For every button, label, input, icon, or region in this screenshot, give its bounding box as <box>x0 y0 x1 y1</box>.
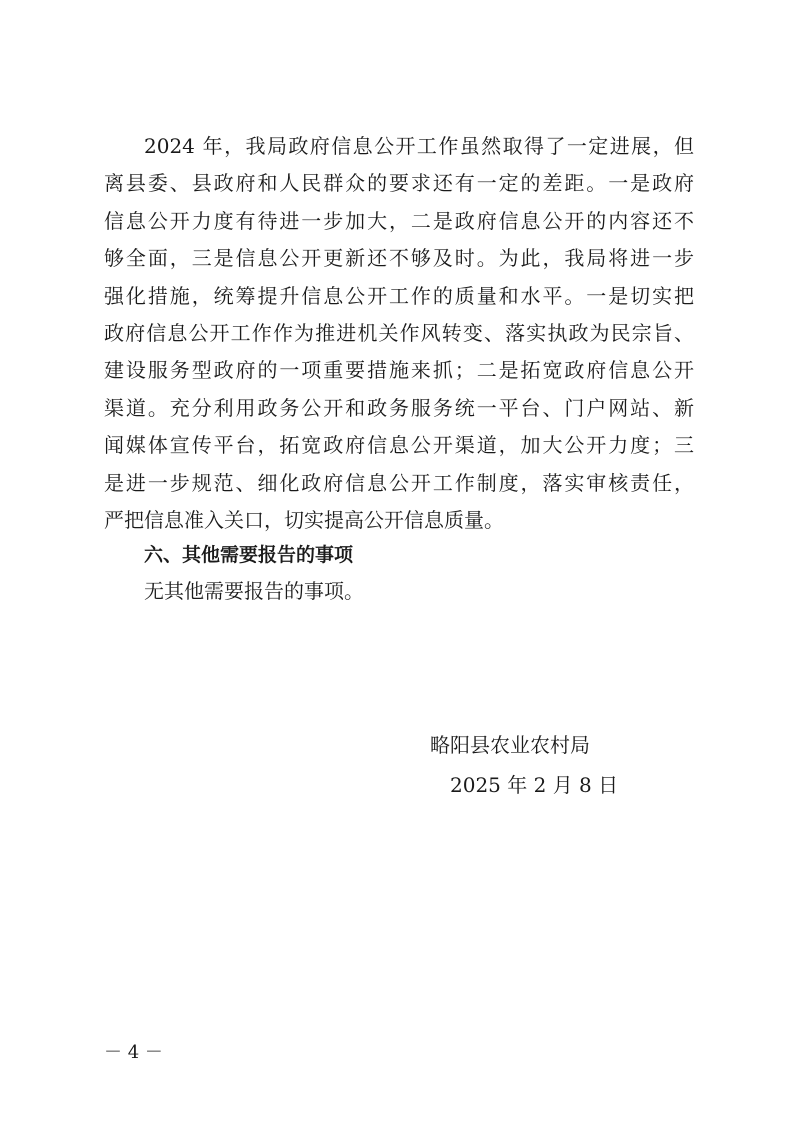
paragraph-line: 2024 年，我局政府信息公开工作虽然取得了一定进展，但 <box>144 134 694 158</box>
paragraph-line: 离县委、县政府和人民群众的要求还有一定的差距。一是政府 <box>104 171 694 196</box>
paragraph-line: 够全面，三是信息公开更新还不够及时。为此，我局将进一步 <box>104 246 694 271</box>
paragraph-line: 严把信息准入关口，切实提高公开信息质量。 <box>104 507 504 532</box>
signature-date: 2025 年 2 月 8 日 <box>450 773 619 797</box>
paragraph-line: 渠道。充分利用政务公开和政务服务统一平台、门户网站、新 <box>104 395 694 420</box>
paragraph-line: 政府信息公开工作作为推进机关作风转变、落实执政为民宗旨、 <box>104 320 694 345</box>
section-body: 无其他需要报告的事项。 <box>144 579 364 603</box>
section-heading: 六、其他需要报告的事项 <box>144 544 354 566</box>
page-number: － 4 － <box>104 1042 163 1063</box>
paragraph-line: 建设服务型政府的一项重要措施来抓；二是拓宽政府信息公开 <box>104 358 694 383</box>
signature-organization: 略阳县农业农村局 <box>430 733 590 757</box>
paragraph-line: 信息公开力度有待进一步加大，二是政府信息公开的内容还不 <box>104 208 694 233</box>
paragraph-line: 是进一步规范、细化政府信息公开工作制度，落实审核责任， <box>104 470 694 495</box>
body-paragraph <box>104 128 694 539</box>
paragraph-line: 强化措施，统筹提升信息公开工作的质量和水平。一是切实把 <box>104 283 694 308</box>
paragraph-line: 闻媒体宣传平台，拓宽政府信息公开渠道，加大公开力度；三 <box>104 433 694 458</box>
